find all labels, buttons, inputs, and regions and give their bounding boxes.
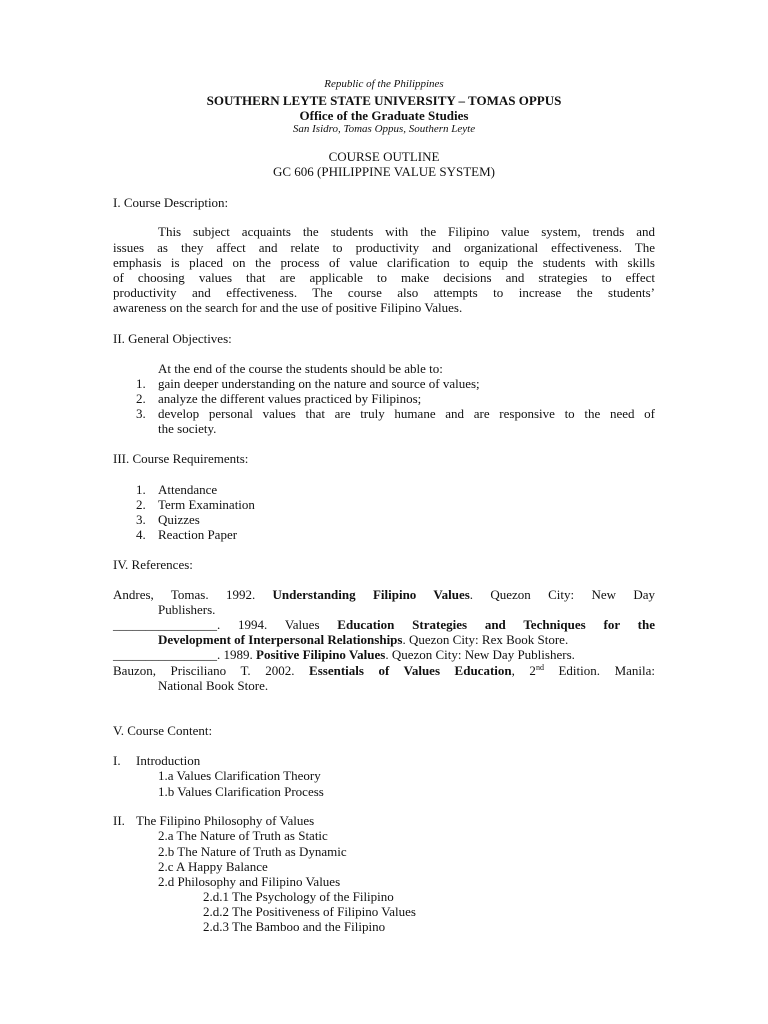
section-heading-references: IV. References:	[113, 557, 193, 572]
reference-continuation: National Book Store.	[158, 678, 269, 693]
list-number: 4.	[136, 527, 146, 542]
reference-title: Essentials of Values Education	[309, 663, 512, 678]
description-line: awareness on the search for and the use of positive Filipino Values.	[113, 300, 463, 315]
objective-item: analyze the different values practiced by Filipinos;	[158, 391, 422, 406]
topic-item: 1.b Values Clarification Process	[158, 784, 324, 799]
section-heading-content: V. Course Content:	[113, 723, 213, 738]
requirement-item: Reaction Paper	[158, 527, 238, 542]
list-number: 1.	[136, 376, 146, 391]
outline-title: COURSE OUTLINE	[328, 149, 440, 164]
reference-title: Positive Filipino Values	[256, 647, 386, 662]
objective-item-continuation: the society.	[158, 421, 217, 436]
address-line: San Isidro, Tomas Oppus, Southern Leyte	[292, 123, 476, 135]
reference-title: Education Strategies and Techniques for the	[337, 617, 655, 632]
topic-item: 2.a The Nature of Truth as Static	[158, 828, 328, 843]
reference-publisher: Edition. Manila:	[543, 663, 656, 678]
list-number: 3.	[136, 512, 146, 527]
republic-line: Republic of the Philippines	[324, 78, 444, 90]
list-number: 2.	[136, 391, 146, 406]
requirement-item: Quizzes	[158, 512, 200, 527]
unit-number: II.	[113, 813, 125, 828]
section-heading-description: I. Course Description:	[113, 195, 229, 210]
reference-author: Andres, Tomas. 1992.	[113, 587, 273, 602]
unit-title: Introduction	[136, 753, 201, 768]
reference-title: Understanding Filipino Values	[272, 587, 470, 602]
subtopic-item: 2.d.3 The Bamboo and the Filipino	[203, 919, 386, 934]
list-number: 2.	[136, 497, 146, 512]
reference-author: ________________. 1994. Values	[113, 617, 338, 632]
topic-item: 1.a Values Clarification Theory	[158, 768, 321, 783]
section-heading-objectives: II. General Objectives:	[113, 331, 232, 346]
list-number: 1.	[136, 482, 146, 497]
topic-item: 2.d Philosophy and Filipino Values	[158, 874, 341, 889]
reference-author: Bauzon, Prisciliano T. 2002.	[113, 663, 310, 678]
university-name: SOUTHERN LEYTE STATE UNIVERSITY – TOMAS OPPUS	[206, 93, 562, 108]
course-title: GC 606 (PHILIPPINE VALUE SYSTEM)	[273, 164, 495, 179]
unit-number: I.	[113, 753, 121, 768]
requirement-item: Attendance	[158, 482, 218, 497]
reference-entry	[113, 587, 655, 602]
topic-item: 2.c A Happy Balance	[158, 859, 268, 874]
objectives-intro: At the end of the course the students should be able to:	[158, 361, 443, 376]
reference-entry	[113, 663, 655, 678]
description-line: productivity and effectiveness. The course also attempts to increase the students’	[113, 285, 655, 300]
description-line: of choosing values that are applicable to make decisions and strategies to effect	[113, 270, 655, 285]
description-line: emphasis is placed on the process of value clarification to equip the students with skills	[113, 255, 655, 270]
reference-title: Development of Interpersonal Relationships	[158, 632, 403, 647]
section-heading-requirements: III. Course Requirements:	[113, 451, 249, 466]
office-name: Office of the Graduate Studies	[299, 108, 469, 123]
superscript: nd	[535, 663, 544, 672]
reference-entry	[113, 617, 655, 632]
reference-publisher: . Quezon City: New Day Publishers.	[385, 647, 575, 662]
description-line: issues as they affect and relate to productivity and organizational effectiveness. The	[113, 240, 655, 255]
reference-edition: , 2	[511, 663, 536, 678]
reference-publisher: . Quezon City: New Day	[469, 587, 656, 602]
reference-continuation: Publishers.	[158, 602, 216, 617]
list-number: 3.	[136, 406, 146, 421]
objective-item: develop personal values that are truly humane and are responsive to the need of	[158, 406, 655, 421]
reference-entry	[113, 647, 575, 662]
unit-title: The Filipino Philosophy of Values	[136, 813, 315, 828]
reference-author: ________________. 1989.	[113, 647, 256, 662]
reference-continuation	[158, 632, 568, 647]
subtopic-item: 2.d.2 The Positiveness of Filipino Values	[203, 904, 416, 919]
topic-item: 2.b The Nature of Truth as Dynamic	[158, 844, 347, 859]
description-line: This subject acquaints the students with the Filipino value system, trends and	[158, 224, 655, 239]
subtopic-item: 2.d.1 The Psychology of the Filipino	[203, 889, 394, 904]
objective-item: gain deeper understanding on the nature and source of values;	[158, 376, 480, 391]
requirement-item: Term Examination	[158, 497, 255, 512]
reference-publisher: . Quezon City: Rex Book Store.	[402, 632, 569, 647]
